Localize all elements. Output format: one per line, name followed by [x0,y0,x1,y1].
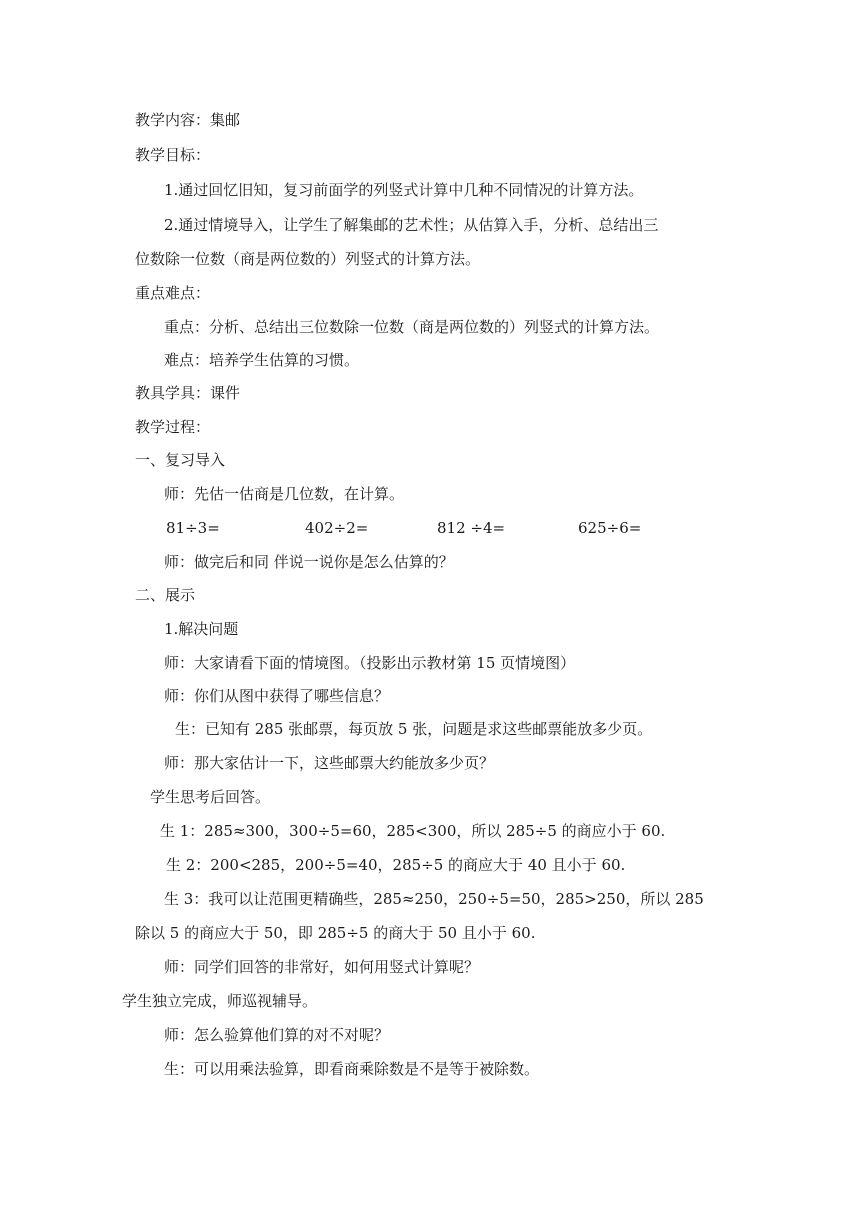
subsection-heading: 1.解决问题 [164,620,239,638]
teacher-line: 师：大家请看下面的情境图。（投影出示教材第 15 页情境图） [164,654,576,672]
note-line: 学生独立完成，师巡视辅导。 [122,992,318,1010]
student-1-line: 生 1：285≈300，300÷5=60，285<300，所以 285÷5 的商应小于 60. [160,822,666,840]
teacher-line: 师：做完后和同 伴说一说你是怎么估算的？ [164,553,454,571]
section-1-heading: 一、复习导入 [135,451,226,469]
equation-1: 81÷3= [166,519,220,537]
equation-2: 402÷2= [305,519,369,537]
goal-1-line: 1.通过回忆旧知，复习前面学的列竖式计算中几种不同情况的计算方法。 [164,181,644,199]
student-3-line: 生 3：我可以让范围更精确些，285≈250，250÷5=50，285>250，所以 285 [164,890,704,908]
lesson-goals-heading: 教学目标： [135,146,211,164]
teacher-line: 师：同学们回答的非常好，如何用竖式计算呢？ [164,958,480,976]
teacher-line: 师：你们从图中获得了哪些信息？ [164,687,390,705]
key-point-line: 重点：分析、总结出三位数除一位数（商是两位数的）列竖式的计算方法。 [164,318,660,336]
note-line: 学生思考后回答。 [150,788,271,806]
key-points-heading: 重点难点： [135,284,211,302]
goal-2-line: 2.通过情境导入，让学生了解集邮的艺术性；从估算入手，分析、总结出三 [164,216,659,234]
lesson-content-line: 教学内容：集邮 [135,111,241,129]
equation-4: 625÷6= [578,519,642,537]
equation-3: 812 ÷4= [437,519,506,537]
difficulty-line: 难点：培养学生估算的习惯。 [164,351,360,369]
section-2-heading: 二、展示 [135,586,196,604]
student-2-line: 生 2：200<285，200÷5=40，285÷5 的商应大于 40 且小于 60. [166,856,626,874]
student-line: 生：可以用乘法验算，即看商乘除数是不是等于被除数。 [164,1060,540,1078]
student-line: 生：已知有 285 张邮票，每页放 5 张，问题是求这些邮票能放多少页。 [175,720,653,738]
teaching-aids-line: 教具学具：课件 [135,384,241,402]
teacher-line: 师：怎么验算他们算的对不对呢？ [164,1026,390,1044]
student-3-continuation: 除以 5 的商应大于 50，即 285÷5 的商大于 50 且小于 60. [135,924,536,942]
teacher-line: 师：先估一估商是几位数，在计算。 [164,485,405,503]
goal-2-continuation: 位数除一位数（商是两位数的）列竖式的计算方法。 [135,250,481,268]
teaching-process-heading: 教学过程： [135,418,211,436]
teacher-line: 师：那大家估计一下，这些邮票大约能放多少页？ [164,754,495,772]
